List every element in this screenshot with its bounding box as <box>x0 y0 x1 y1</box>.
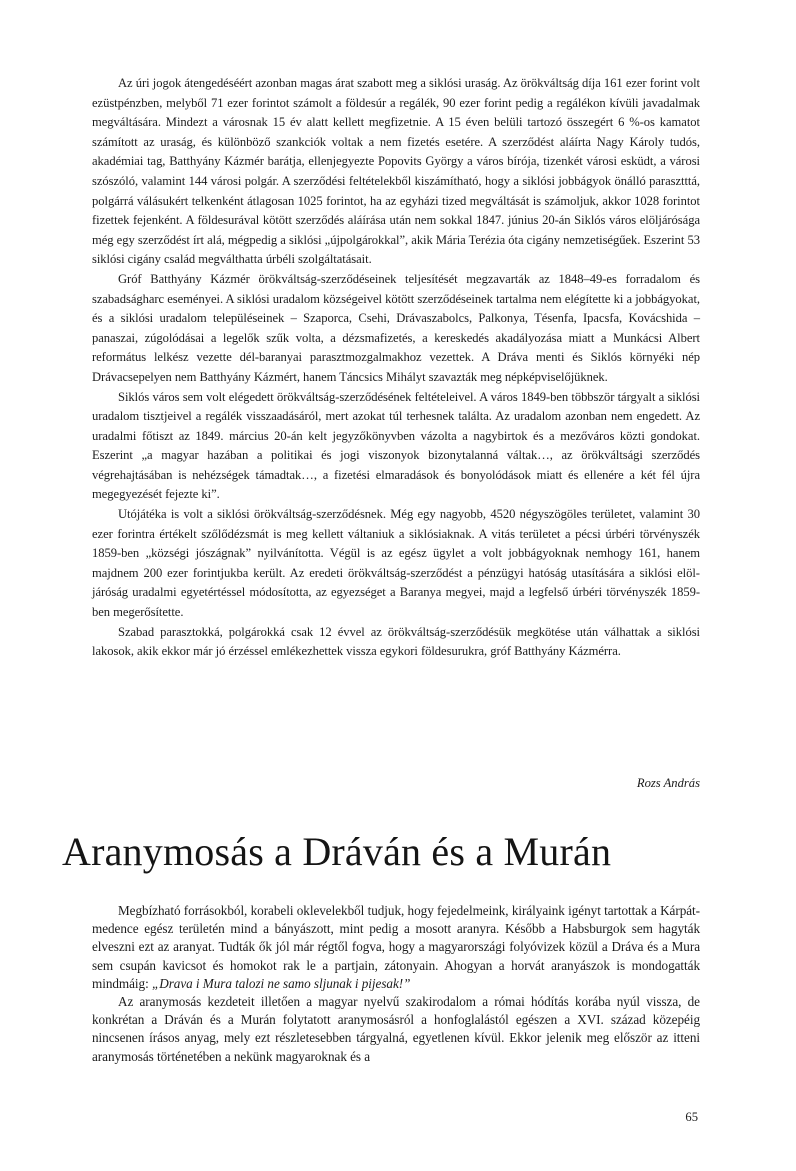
paragraph-2: Gróf Batthyány Kázmér örökváltság-szerződéseinek teljesítését megzavarták az 1848–49-es forradalom és szabadságharc eseményei. A siklósi uradalom községeivel kötött szerződéseinek tartalma nem elégítette ki a jobbágyokat, és a siklósi uradalom településeinek – Szaporca, Csehi, Drávaszabolcs, Palkonya, Tésenfa, Ipacsfa, Kovácshida – panaszai, zúgolódásai a legelők szűk volta, a dézsmafizetés, a kereskedés akadályozása miatt a Munkácsi Albert református lelkész vezette dél-baranyai parasztmozgalmakhoz vezettek. A Dráva menti és Siklós környéki nép Drávacsepelyen nem Batthyány Kázmért, hanem Táncsics Mihályt szavazták meg népképviselőjüknek. <box>92 271 700 384</box>
paragraph-4: Utójátéka is volt a siklósi örökváltság-szerződésnek. Még egy nagyobb, 4520 négyszögöles területet, valamint 30 ezer forintra értékelt szőlődézsmát is meg kellett váltaniuk a siklósiaknak. A vitás területet a pécsi úrbéri törvényszék 1859-ben „községi jószágnak” nyilvánította. Végül is az egész ügylet a volt jobbágyoknak nemhogy 161, hanem majdnem 200 ezer forintjukba került. Az eredeti örökváltság-szerződést a pénzügyi hatóság utasítására a siklósi elöljáróság uradalmi egyetértéssel módosította, az egyezséget a Baranya megyei, majd a legfelső úrbéri törvényszék 1859-ben megerősítette. <box>92 507 700 620</box>
section-title: Aranymosás a Dráván és a Murán <box>62 829 612 874</box>
paragraph-3: Siklós város sem volt elégedett örökváltság-szerződésének feltételeivel. A város 1849-ben többször tárgyalt a siklósi uradalom tisztjeivel a regálék visszaadásáról, mert azokat túl terhesnek találta. Az uradalom azonban nem engedett. Az uradalmi főtiszt az 1849. március 20-án kelt jegyzőkönyvben vázolta a nagybirtok és a mezőváros közti gondokat. Eszerint „a magyar hazában a politikai és jogi viszonyok bizonytalanná váltak…, az örökváltsági szerződés végrehajtásában is nehézségek támadtak…, a fizetési elmaradások és bonyolódások miatt és ellenére a két fél újra megegyezését fejezte ki”. <box>92 389 700 502</box>
paragraph-5: Szabad parasztokká, polgárokká csak 12 évvel az örökváltság-szerződésük megkötése után válhattak a siklósi lakosok, akik ekkor már jó érzéssel emlékezhettek vissza egykori földesurukra, gróf Batthyány Kázmérra. <box>92 624 700 659</box>
paragraph-1: Az úri jogok átengedéséért azonban magas árat szabott meg a siklósi uraság. Az örökváltság díja 161 ezer forint volt ezüstpénzben, melyből 71 ezer forintot számolt a földesúr a regálék, 90 ezer forint pedig a regálékon kívüli javadalmak megváltására. Mindezt a városnak 15 év alatt kellett megfizetnie. A 15 éven belüli tartozó összegért 6 %-os kamatot számított az uraság, és különböző szankciók voltak a nem fizetés esetére. A szerződést aláírta Nagy Károly tudós, akadémiai tag, Batthyány Kázmér barátja, ellenjegyezte Popovits György a város bírója, tizenkét városi esküdt, a városi szószóló, valamint 144 városi polgár. A szerződési feltételekből kiszámítható, hogy a siklósi jobbágyok önálló parasztttá, polgárrá válásukért telkenként átlagosan 1025 forintot, ha az egyházi tized megváltását is számoljuk, akkor 1028 forintot fizettek fejenként. A földesurával kötött szerződés aláírása után nem sokkal 1847. június 20-án Siklós város elöljárósága még egy szerződést írt alá, mégpedig a siklósi „újpolgárokkal”, akik Mária Terézia óta cigány nemzetiségűek. Eszerint 53 siklósi cigány család megválthatta úrbéli szolgáltatásait. <box>92 76 700 267</box>
croatian-quote: „Drava i Mura talozi ne samo sljunak i pijesak!” <box>151 975 411 991</box>
section2-paragraph-1 <box>92 902 700 993</box>
author-signature: Rozs András <box>636 776 700 790</box>
section2-paragraph-2: Az aranymosás kezdeteit illetően a magyar nyelvű szakirodalom a római hódítás korába nyúl vissza, de konkrétan a Dráván és a Murán folytatott aranymosásról a honfoglalástól egészen a XVI. század közepéig nincsenen írásos anyag, mely ezt részletesebben tárgyalná, egyetlenen kívül. Ekkor jelenik meg először az itteni aranymosás történetében a nekünk magyaroknak és a <box>92 994 700 1064</box>
section2-paragraph-1-text: Megbízható forrásokból, korabeli oklevelekből tudjuk, hogy fejedelmeink, királyaink igényt tartottak a Kárpát-medence egész területén mind a bányászott, mint pedig a mosott aranyra. Később a Habsburgok sem hagyták elveszni ezt az aranyat. Tudták ők jól már régtől fogva, hogy a magyarországi folyóvizek közül a Dráva és a Mura sem csupán kavicsot és homokot rak le a partjain, zátonyain. Ahogyan a horvát aranyászok is mondogatták mindmáig: <box>92 903 700 991</box>
article-body <box>92 74 700 662</box>
section2-body <box>92 902 700 1066</box>
page-number: 65 <box>685 1110 698 1124</box>
